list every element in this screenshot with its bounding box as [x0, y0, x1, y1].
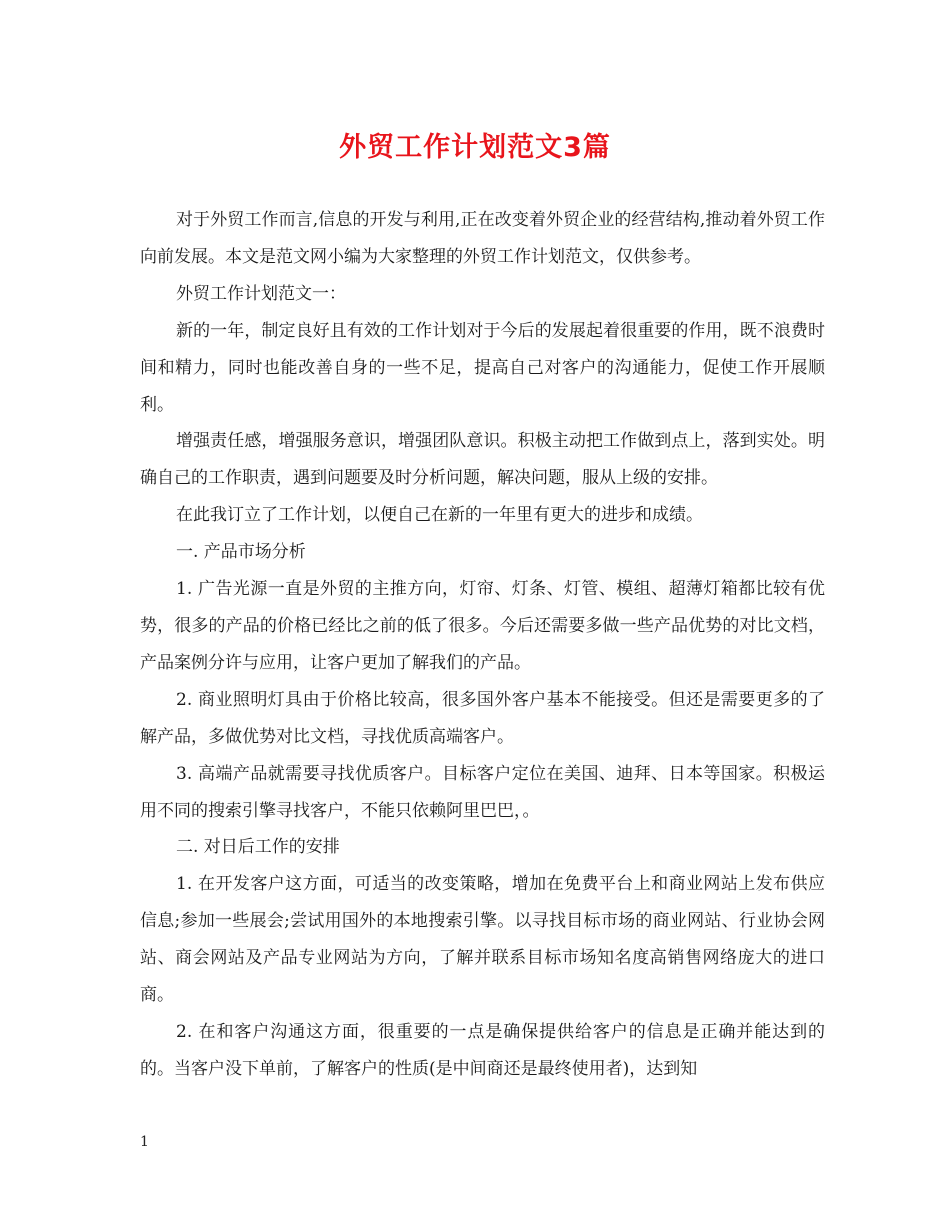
list-item: 2. 商业照明灯具由于价格比较高，很多国外客户基本不能接受。但还是需要更多的了解产品，多做优势对比文档，寻找优质高端客户。: [140, 689, 825, 747]
page-number: 1: [140, 1134, 149, 1150]
paragraph: 在此我订立了工作计划，以便自己在新的一年里有更大的进步和成绩。: [176, 505, 703, 526]
list-item: 3. 高端产品就需要寻找优质客户。目标客户定位在美国、迪拜、日本等国家。积极运用不同的搜索引擎寻找客户，不能只依赖阿里巴巴，。: [140, 763, 825, 821]
heading-market-analysis: 一. 产品市场分析: [176, 542, 306, 563]
list-item: 2. 在和客户沟通这方面，很重要的一点是确保提供给客户的信息是正确并能达到的的。当客户没下单前，了解客户的性质(是中间商还是最终使用者)，达到知: [140, 1021, 825, 1079]
paragraph: 增强责任感，增强服务意识，增强团队意识。积极主动把工作做到点上，落到实处。明确自己的工作职责，遇到问题要及时分析问题，解决问题，服从上级的安排。: [140, 431, 825, 489]
paragraph-section-heading: 外贸工作计划范文一：: [176, 283, 346, 304]
heading-work-arrangement: 二. 对日后工作的安排: [176, 837, 340, 858]
paragraph: 新的一年，制定良好且有效的工作计划对于今后的发展起着很重要的作用，既不浪费时间和精力，同时也能改善自身的一些不足，提高自己对客户的沟通能力，促使工作开展顺利。: [140, 320, 825, 415]
document-title: 外贸工作计划范文3篇: [339, 132, 611, 163]
paragraph-intro: 对于外贸工作而言,信息的开发与利用,正在改变着外贸企业的经营结构,推动着外贸工作向前发展。本文是范文网小编为大家整理的外贸工作计划范文，仅供参考。: [140, 210, 825, 267]
document-body: [140, 202, 825, 1088]
list-item: 1. 广告光源一直是外贸的主推方向，灯帘、灯条、灯管、模组、超薄灯箱都比较有优势，很多的产品的价格已经比之前的低了很多。今后还需要多做一些产品优势的对比文档，产品案例分许与应用，让客户更加了解我们的产品。: [140, 579, 825, 673]
list-item: 1. 在开发客户这方面，可适当的改变策略，增加在免费平台上和商业网站上发布供应信息;参加一些展会;尝试用国外的本地搜索引擎。以寻找目标市场的商业网站、行业协会网站、商会网站及产品专业网站为方向，了解并联系目标市场知名度高销售网络庞大的进口商。: [140, 874, 825, 1006]
